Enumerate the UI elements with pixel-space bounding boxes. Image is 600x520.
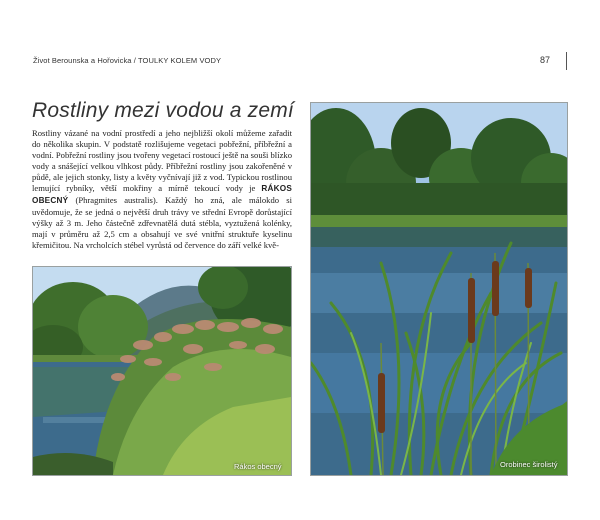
page-number-rule (566, 52, 567, 70)
page-number: 87 (540, 55, 551, 65)
running-head: Život Berounska a Hořovicka / TOULKY KOLEM VODY (33, 56, 222, 65)
photo-cattail (310, 102, 568, 476)
caption-reed: Rákos obecný (234, 462, 282, 471)
caption-cattail: Orobinec širolistý (500, 460, 558, 469)
keyword-rakos-obecny: RÁKOS OBECNÝ (32, 183, 292, 205)
paragraph-intro: Rostliny vázané na vodní prostředí a jeho nejbližší okolí můžeme zařadit do několika skupin. V podstatě rozlišujeme vegetaci pobřežní, příbřežní a vodní. Pobřežní rostliny jsou tvořeny vegetací rostoucí ještě na souši blízko vody a snášející velkou vlhkost půdy. Příbřežní rostliny jsou zakořeněné v půdě, ale jejich stonky, listy a květy vyčnívají již z vod. Typickou rostlinou lemující rybníky, větší mokřiny a mírně tekoucí vody je (32, 128, 292, 193)
paragraph-continued: (Phragmites australis). Každý ho zná, ale málokdo si uvědomuje, že se jedná o největší druh trávy ve střední Evropě dorůstající výšky až 3 m. Jeho částečně zdřevnatělá dutá stébla, vyztužená kolénky, mají v průměru až 2,5 cm a obsahují ve své vnitřní struktuře kyselinu křemičitou. Na vrcholcích stébel vyrůstá od července do září velké kvě- (32, 194, 292, 250)
article-body (32, 128, 292, 254)
photo-reed (32, 266, 292, 476)
article-title: Rostliny mezi vodou a zemí (32, 99, 294, 122)
